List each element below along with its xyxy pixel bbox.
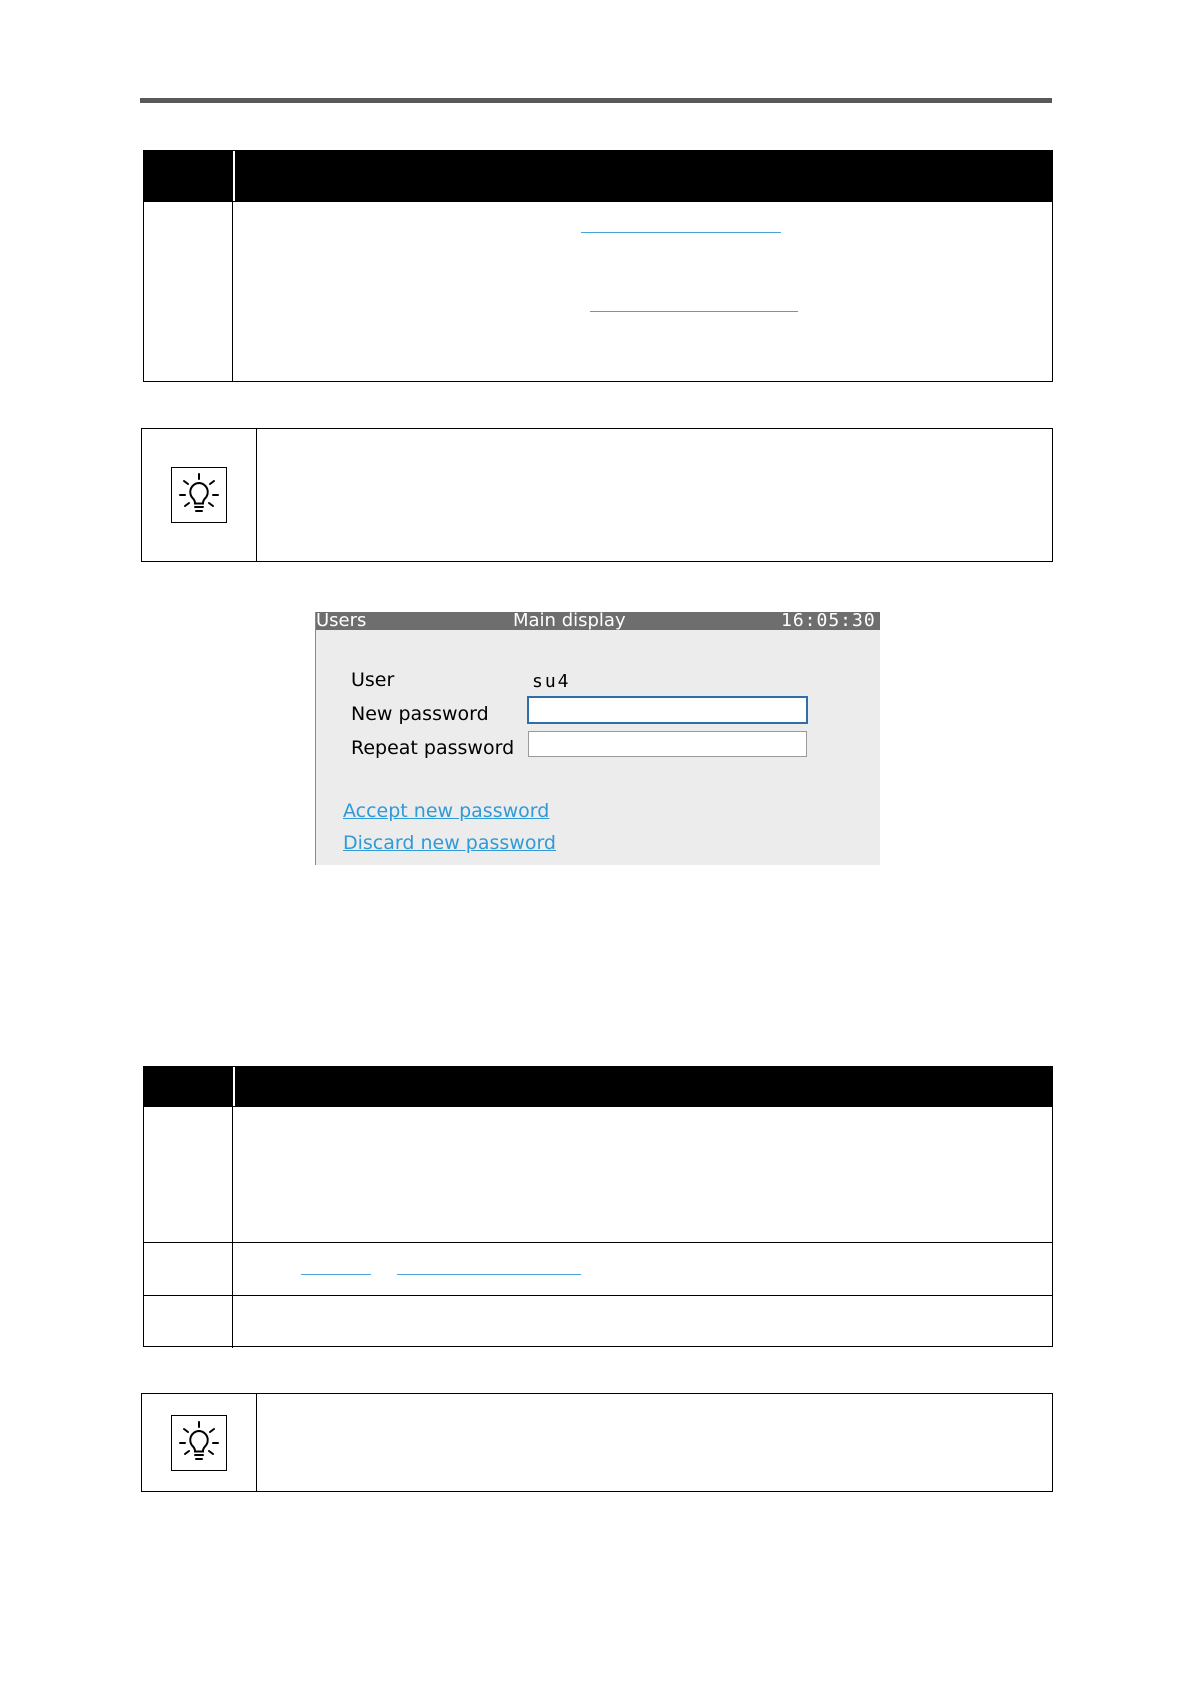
lightbulb-icon xyxy=(171,467,227,523)
tip-box-1 xyxy=(141,428,1053,562)
user-label: User xyxy=(351,669,395,691)
repeat-password-label: Repeat password xyxy=(351,737,515,759)
instructions-table-2 xyxy=(143,1066,1053,1347)
screen-title: Users xyxy=(316,610,367,631)
discard-new-password-link[interactable]: Discard new password xyxy=(343,832,556,854)
table-header xyxy=(144,1067,1052,1106)
screen-clock: 16:05:30 xyxy=(781,610,876,631)
accept-new-password-link[interactable]: Accept new password xyxy=(343,800,550,822)
cross-reference-link[interactable] xyxy=(397,1274,581,1275)
cross-reference-link[interactable] xyxy=(590,311,798,312)
table-row xyxy=(144,1295,1052,1348)
lightbulb-icon xyxy=(171,1415,227,1471)
screen-mode: Main display xyxy=(513,610,626,631)
screen-title-bar xyxy=(316,612,880,630)
table-row xyxy=(144,1242,1052,1295)
tip-box-2 xyxy=(141,1393,1053,1492)
table-header xyxy=(144,151,1052,201)
table-row xyxy=(144,1106,1052,1242)
table-row xyxy=(144,201,1052,382)
repeat-password-input[interactable] xyxy=(528,731,807,757)
cross-reference-link[interactable] xyxy=(301,1274,371,1275)
cross-reference-link[interactable] xyxy=(581,232,781,233)
new-password-label: New password xyxy=(351,703,489,725)
instructions-table-1 xyxy=(143,150,1053,382)
users-password-screen xyxy=(315,612,880,865)
header-rule xyxy=(140,98,1052,103)
new-password-input[interactable] xyxy=(527,696,808,724)
user-value: su4 xyxy=(532,671,571,692)
